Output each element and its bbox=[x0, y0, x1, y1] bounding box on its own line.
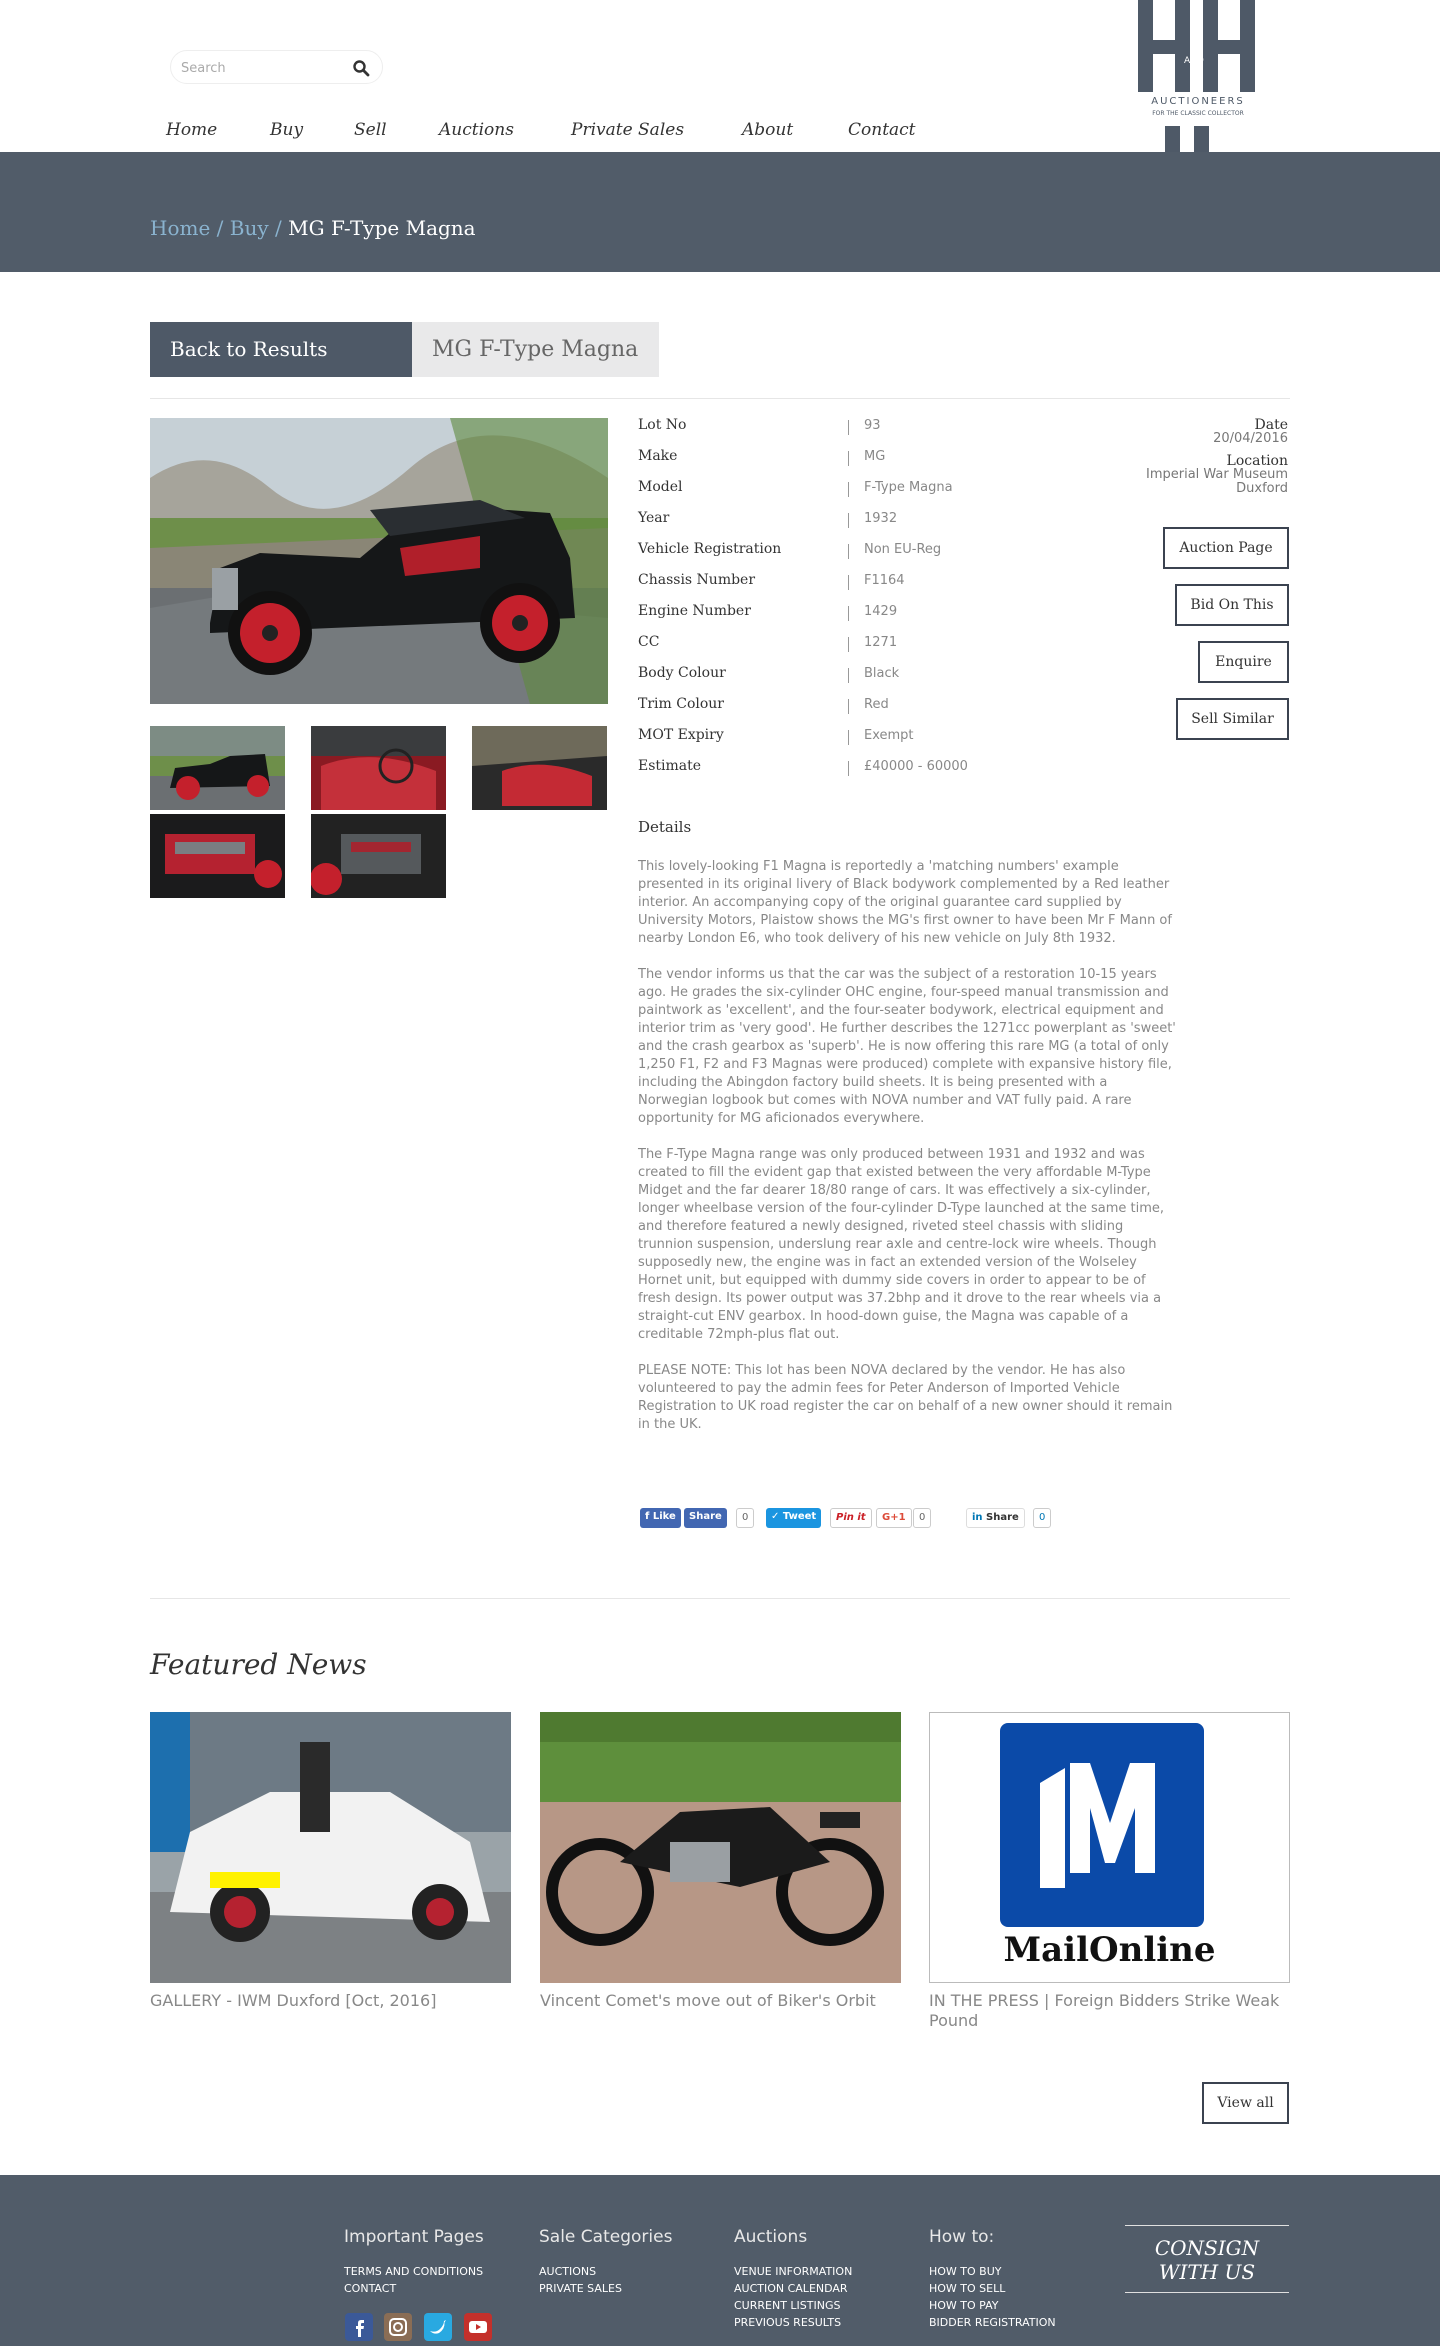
divider bbox=[848, 451, 849, 466]
divider bbox=[848, 668, 849, 683]
spec-label: Body Colour bbox=[638, 665, 726, 681]
search-box bbox=[170, 50, 383, 84]
sell-similar-button[interactable]: Sell Similar bbox=[1176, 698, 1289, 740]
divider bbox=[848, 637, 849, 652]
news-caption: GALLERY - IWM Duxford [Oct, 2016] bbox=[150, 1991, 437, 2010]
sale-location-line: Duxford bbox=[1236, 481, 1288, 496]
divider bbox=[848, 761, 849, 776]
footer-link[interactable]: AUCTIONS bbox=[539, 2265, 597, 2278]
thumbnail[interactable] bbox=[311, 726, 446, 810]
footer-heading: Important Pages bbox=[344, 2227, 484, 2247]
spec-label: Trim Colour bbox=[638, 696, 724, 712]
facebook-share-button[interactable]: Share bbox=[684, 1508, 727, 1528]
thumbnail[interactable] bbox=[311, 814, 446, 898]
details-paragraph: This lovely-looking F1 Magna is reportedly a 'matching numbers' example presented in its original livery of Black bodywork complemented by a Red leather interior. An accompanying copy of the original guarantee card supplied by University Motors, Plaistow shows the MG's first owner to have been Mr F Mann of nearby London E6, who took delivery of his new vehicle on July 8th 1932. bbox=[638, 859, 1172, 946]
sale-date-label: Date bbox=[1254, 417, 1288, 433]
search-icon[interactable] bbox=[352, 59, 370, 77]
spec-label: Lot No bbox=[638, 417, 687, 433]
news-card[interactable] bbox=[929, 1712, 1290, 2031]
nav-home[interactable]: Home bbox=[166, 120, 218, 140]
footer-link[interactable]: HOW TO BUY bbox=[929, 2265, 1002, 2278]
divider bbox=[848, 730, 849, 745]
thumbnail[interactable] bbox=[150, 814, 285, 898]
footer-heading: Auctions bbox=[734, 2227, 808, 2247]
back-to-results-button[interactable]: Back to Results bbox=[150, 322, 412, 377]
spec-value: Non EU-Reg bbox=[864, 542, 942, 557]
breadcrumb-separator: / bbox=[216, 216, 224, 240]
footer-heading: How to: bbox=[929, 2227, 995, 2247]
breadcrumb bbox=[150, 216, 476, 240]
sale-location-line: Imperial War Museum bbox=[1145, 467, 1288, 482]
footer-link[interactable]: AUCTION CALENDAR bbox=[734, 2282, 848, 2295]
search-input[interactable] bbox=[181, 58, 341, 78]
sale-location bbox=[1146, 454, 1288, 496]
breadcrumb-current: MG F-Type Magna bbox=[288, 216, 476, 240]
enquire-button[interactable]: Enquire bbox=[1198, 641, 1289, 683]
breadcrumb-home[interactable]: Home bbox=[150, 216, 211, 240]
spec-row bbox=[638, 417, 1038, 437]
footer-column bbox=[539, 2227, 672, 2297]
spec-label: Estimate bbox=[638, 758, 702, 774]
share-count: 0 bbox=[1033, 1508, 1051, 1528]
facebook-like-label: Like bbox=[652, 1511, 676, 1522]
nav-buy[interactable]: Buy bbox=[270, 120, 304, 140]
divider bbox=[848, 420, 849, 435]
spec-label: Engine Number bbox=[638, 603, 751, 619]
linkedin-share-label: Share bbox=[986, 1512, 1019, 1523]
twitter-icon: ✓ bbox=[771, 1511, 783, 1522]
thumbnail[interactable] bbox=[472, 726, 607, 810]
details-paragraph: The vendor informs us that the car was the subject of a restoration 10-15 years ago. He grades the six-cylinder OHC engine, four-speed manual transmission and paintwork as 'excellent', and the four-seater bodywork, electrical equipment and interior trim as 'very good'. He further describes the 1271cc powerplant as 'sweet' and the crash gearbox as 'superb'. He is now offering this rare MG (a total of only 1,250 F1, F2 and F3 Magnas were produced) complete with expansive history file, including the Abingdon factory build sheets. It is being presented with a Norwegian logbook but comes with NOVA number and VAT fully paid. A rare opportunity for MG aficionados everywhere. bbox=[638, 967, 1176, 1126]
news-image[interactable] bbox=[150, 1712, 511, 1983]
site-footer bbox=[0, 2175, 1440, 2346]
spec-row bbox=[638, 479, 1038, 499]
spec-label: CC bbox=[638, 634, 660, 650]
details-paragraph: PLEASE NOTE: This lot has been NOVA declared by the vendor. He has also volunteered to pay the admin fees for Peter Anderson of Imported Vehicle Registration to UK road register the car on behalf of a new owner should it remain in the UK. bbox=[638, 1363, 1173, 1432]
footer-link[interactable]: VENUE INFORMATION bbox=[734, 2265, 853, 2278]
news-caption: Vincent Comet's move out of Biker's Orbit bbox=[540, 1991, 876, 2010]
spec-label: Model bbox=[638, 479, 683, 495]
sale-date-value: 20/04/2016 bbox=[1213, 431, 1288, 446]
spec-value: F1164 bbox=[864, 573, 905, 588]
spec-value: Exempt bbox=[864, 728, 914, 743]
spec-row bbox=[638, 727, 1038, 747]
share-count: 0 bbox=[736, 1508, 754, 1528]
news-card[interactable] bbox=[150, 1712, 511, 2011]
spec-row bbox=[638, 758, 1038, 778]
spec-value: 1932 bbox=[864, 511, 898, 526]
spec-row bbox=[638, 448, 1038, 468]
auction-page-button[interactable]: Auction Page bbox=[1163, 527, 1289, 569]
view-all-button[interactable]: View all bbox=[1202, 2082, 1289, 2124]
footer-column bbox=[929, 2227, 1056, 2331]
spec-label: Year bbox=[638, 510, 670, 526]
details-paragraph: The F-Type Magna range was only produced between 1931 and 1932 and was created to fill the evident gap that existed between the very affordable M-Type Midget and the far dearer 18/80 range of cars. It was effectively a six-cylinder, longer wheelbase version of the four-cylinder D-Type launched at the same time, and therefore featured a newly designed, riveted steel chassis with sliding trunnion suspension, underslung rear axle and centre-lock wire wheels. Though supposedly new, the engine was in fact an extended version of the Wolseley Hornet unit, but equipped with dummy side covers in order to appear to be of fresh design. Its power output was 37.2bhp and it drove to the rear wheels via a straight-cut ENV gearbox. In hood-down guise, the Magna was capable of a creditable 72mph-plus flat out. bbox=[638, 1147, 1165, 1342]
google-plus-button[interactable]: G+1 bbox=[876, 1508, 912, 1528]
featured-news-heading: Featured News bbox=[150, 1648, 367, 1681]
footer-link[interactable]: HOW TO SELL bbox=[929, 2282, 1006, 2295]
footer-link[interactable]: CURRENT LISTINGS bbox=[734, 2299, 841, 2312]
linkedin-icon: in bbox=[972, 1512, 987, 1523]
spec-value: Red bbox=[864, 697, 889, 712]
sale-location-label: Location bbox=[1226, 453, 1288, 469]
details-heading: Details bbox=[638, 818, 692, 836]
divider bbox=[150, 1598, 1290, 1599]
share-bar bbox=[638, 1508, 1078, 1530]
spec-label: MOT Expiry bbox=[638, 727, 724, 743]
divider bbox=[150, 398, 1290, 399]
instagram-icon[interactable] bbox=[384, 2313, 412, 2341]
consign-line: CONSIGN bbox=[1154, 2236, 1260, 2260]
spec-value: 93 bbox=[864, 418, 881, 433]
spec-value: £40000 - 60000 bbox=[864, 759, 968, 774]
footer-link[interactable]: TERMS AND CONDITIONS bbox=[344, 2265, 484, 2278]
footer-link[interactable]: HOW TO PAY bbox=[929, 2299, 999, 2312]
spec-label: Vehicle Registration bbox=[638, 541, 782, 557]
divider bbox=[848, 482, 849, 497]
nav-contact[interactable]: Contact bbox=[848, 120, 916, 140]
tweet-label: Tweet bbox=[782, 1511, 817, 1522]
logo[interactable] bbox=[1136, 0, 1261, 152]
nav-auctions[interactable]: Auctions bbox=[439, 120, 514, 140]
spec-row bbox=[638, 541, 1038, 561]
spec-row bbox=[638, 696, 1038, 716]
youtube-icon[interactable] bbox=[464, 2313, 492, 2341]
footer-link[interactable]: BIDDER REGISTRATION bbox=[929, 2316, 1056, 2329]
divider bbox=[848, 513, 849, 528]
spec-value: 1429 bbox=[864, 604, 898, 619]
main-photo[interactable] bbox=[150, 418, 608, 704]
spec-value: Black bbox=[864, 666, 900, 681]
nav-sell[interactable]: Sell bbox=[354, 120, 387, 140]
page-banner bbox=[0, 152, 1440, 272]
spec-row bbox=[638, 665, 1038, 685]
facebook-like-button[interactable] bbox=[640, 1508, 681, 1528]
spec-value: F-Type Magna bbox=[864, 480, 953, 495]
breadcrumb-separator: / bbox=[275, 216, 282, 240]
spec-row bbox=[638, 510, 1038, 530]
footer-link[interactable]: PRIVATE SALES bbox=[539, 2282, 622, 2295]
news-image[interactable] bbox=[540, 1712, 901, 1983]
footer-link[interactable]: PREVIOUS RESULTS bbox=[734, 2316, 842, 2329]
details-body bbox=[638, 858, 1176, 1452]
spec-label: Chassis Number bbox=[638, 572, 756, 588]
pinterest-button[interactable]: Pin it bbox=[830, 1508, 872, 1528]
footer-link[interactable]: CONTACT bbox=[344, 2282, 397, 2295]
footer-column bbox=[734, 2227, 852, 2331]
footer-heading: Sale Categories bbox=[539, 2227, 673, 2247]
divider bbox=[848, 699, 849, 714]
spec-value: 1271 bbox=[864, 635, 898, 650]
share-count: 0 bbox=[913, 1508, 931, 1528]
thumbnail[interactable] bbox=[150, 726, 285, 810]
spec-label: Make bbox=[638, 448, 678, 464]
news-caption: IN THE PRESS | Foreign Bidders Strike Weak Pound bbox=[929, 1991, 1280, 2030]
site-header bbox=[0, 0, 1440, 152]
sale-date bbox=[1213, 418, 1288, 446]
linkedin-share-button[interactable] bbox=[966, 1508, 1025, 1528]
divider bbox=[848, 544, 849, 559]
consign-with-us-button[interactable] bbox=[1125, 2225, 1289, 2293]
facebook-icon[interactable] bbox=[345, 2313, 373, 2341]
news-image[interactable] bbox=[929, 1712, 1290, 1983]
news-card[interactable] bbox=[540, 1712, 901, 2011]
breadcrumb-buy[interactable]: Buy bbox=[229, 216, 269, 240]
logo-mark bbox=[1136, 0, 1261, 152]
footer-column bbox=[344, 2227, 484, 2297]
divider bbox=[848, 606, 849, 621]
spec-row bbox=[638, 634, 1038, 654]
logo-and: AND bbox=[1184, 56, 1204, 66]
logo-name: AUCTIONEERS bbox=[1151, 96, 1245, 107]
consign-line: WITH US bbox=[1158, 2260, 1256, 2284]
spec-row bbox=[638, 572, 1038, 592]
bid-on-this-button[interactable]: Bid On This bbox=[1175, 584, 1289, 626]
facebook-icon: f bbox=[645, 1511, 653, 1522]
mailonline-logo-text: MailOnline bbox=[1003, 1930, 1216, 1970]
divider bbox=[848, 575, 849, 590]
spec-value: MG bbox=[864, 449, 886, 464]
twitter-icon[interactable] bbox=[424, 2313, 452, 2341]
spec-row bbox=[638, 603, 1038, 623]
lot-title: MG F-Type Magna bbox=[412, 322, 659, 377]
nav-about[interactable]: About bbox=[742, 120, 794, 140]
logo-tagline: FOR THE CLASSIC COLLECTOR bbox=[1152, 110, 1244, 117]
tweet-button[interactable] bbox=[766, 1508, 821, 1528]
nav-private-sales[interactable]: Private Sales bbox=[571, 120, 685, 140]
